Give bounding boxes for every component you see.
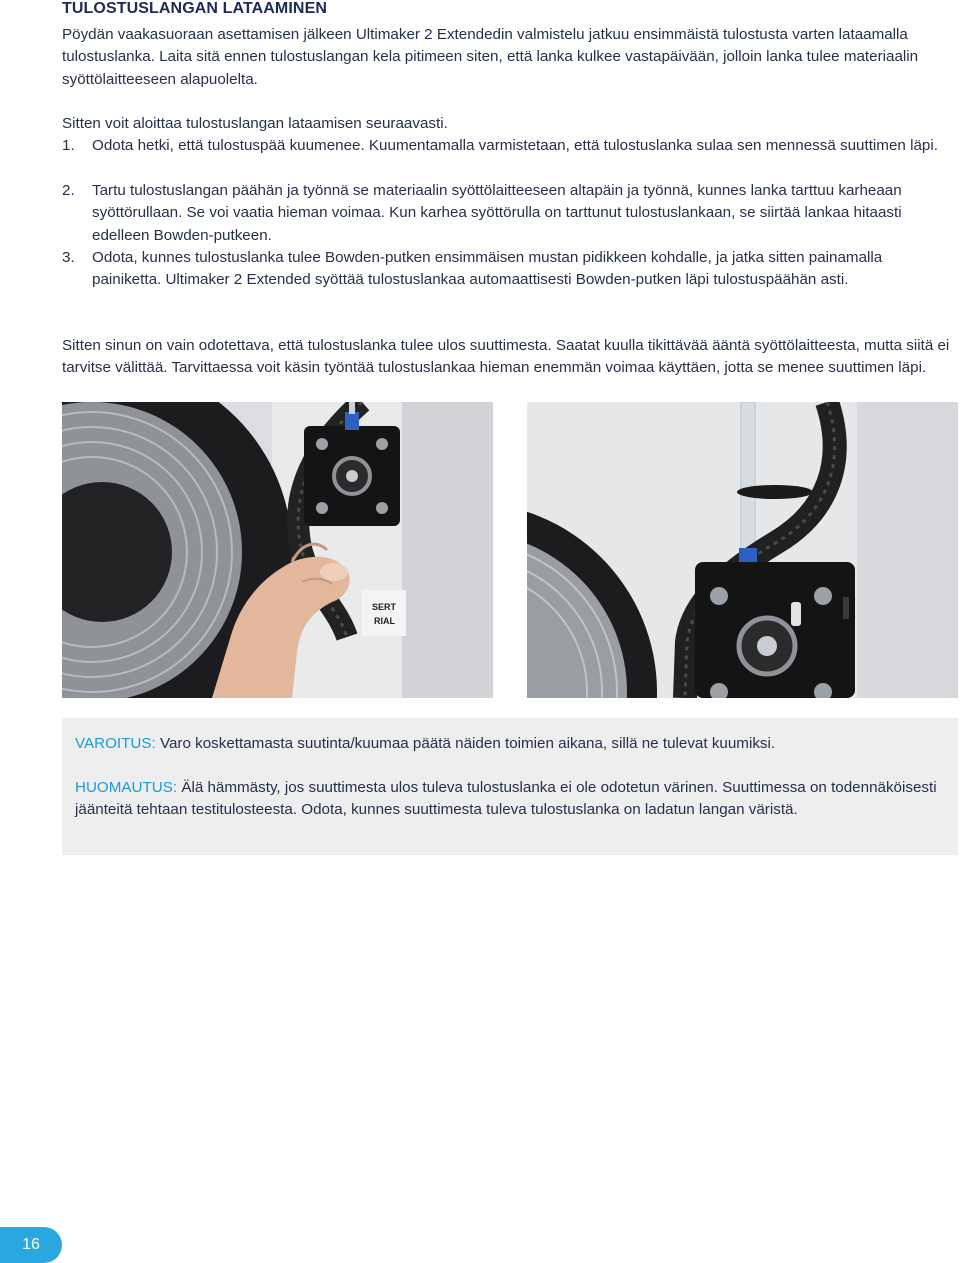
step-text: Odota hetki, että tulostuspää kuumenee. Kuumentamalla varmistetaan, että tulostuslanka sulaa sen mennessä suuttimen läpi.	[92, 137, 938, 154]
intro-paragraph: Pöydän vaakasuoraan asettamisen jälkeen Ultimaker 2 Extendedin valmistelu jatkuu ensimmäistä tulostusta varten lataamalla tulostuslanka. Laita sitä ennen tulostuslangan kela pitimeen siten, että lanka kulkee vastapäivään, jolloin lanka tulee materiaalin syöttölaitteeseen alapuolelta.	[62, 26, 919, 88]
warning-text: Varo koskettamasta suutinta/kuumaa päätä näiden toimien aikana, sillä ne tulevat kuumiksi.	[155, 735, 776, 752]
step-text: Odota, kunnes tulostuslanka tulee Bowden-putken ensimmäisen mustan pidikkeen kohdalle, ja jatka sitten painamalla painiketta. Ultimaker 2 Extended syöttää tulostuslankaa automaattisesti Bowden-putken läpi tulostuspäähän asti.	[92, 249, 883, 289]
step-3	[62, 247, 952, 292]
photo-bowden-tube	[527, 402, 958, 698]
lead-in-paragraph: Sitten voit aloittaa tulostuslangan lataamisen seuraavasti.	[62, 115, 448, 132]
section-title: TULOSTUSLANGAN LATAAMINEN	[62, 0, 327, 17]
step-number: 1.	[62, 137, 75, 154]
sticker-line-1: SERT	[372, 602, 397, 612]
step-2	[62, 180, 952, 247]
photo-feeder-insertion	[62, 402, 493, 698]
notice-text: Älä hämmästy, jos suuttimesta ulos tuleva tulostuslanka ei ole odotetun värinen. Suuttimessa on todennäköisesti jäänteitä tehtaan testitulosteesta. Odota, kunnes suuttimesta tuleva tulostuslanka on ladatun langan väristä.	[75, 779, 937, 819]
step-1	[62, 135, 952, 157]
step-text: Tartu tulostuslangan päähän ja työnnä se materiaalin syöttölaitteeseen altapäin ja työnnä, kunnes lanka tarttuu karheaan syöttörullaan. Se voi vaatia hieman voimaa. Kun karhea syöttörulla on tarttunut tulostuslankaan, se siirtää lankaa hitaasti edelleen Bowden-putkeen.	[92, 182, 902, 244]
warning-note	[75, 733, 955, 755]
closing-paragraph: Sitten sinun on vain odotettava, että tulostuslanka tulee ulos suuttimesta. Saatat kuulla tikittävää ääntä syöttölaitteesta, mutta siitä ei tarvitse välittää. Tarvittaessa voit käsin työntää tulostuslankaa hieman enemmän voimaa käyttäen, jotta se menee suuttimen läpi.	[62, 337, 950, 377]
notice-box	[62, 718, 958, 855]
notice-label: HUOMAUTUS:	[75, 779, 178, 796]
page-number-badge: 16	[0, 1227, 62, 1263]
warning-label: VAROITUS:	[75, 735, 156, 752]
sticker-line-2: RIAL	[374, 616, 395, 626]
step-number: 3.	[62, 249, 75, 266]
step-number: 2.	[62, 182, 75, 199]
notice-note	[75, 777, 955, 822]
